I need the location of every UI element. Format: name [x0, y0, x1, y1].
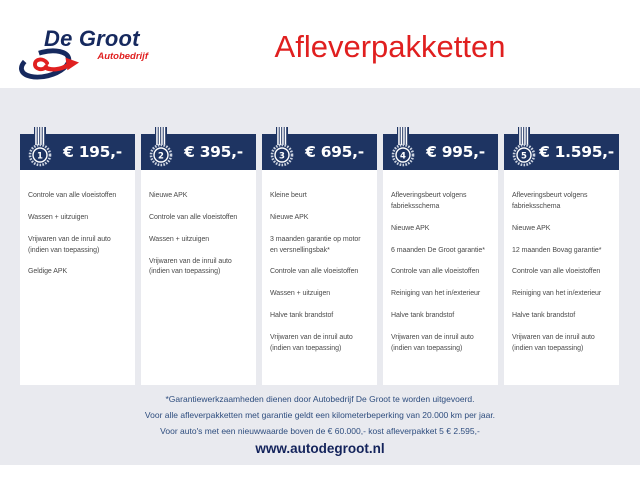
package-item: Nieuwe APK	[149, 192, 188, 199]
top-bar	[0, 0, 640, 88]
package-items	[141, 170, 256, 286]
package-item: Halve tank brandstof	[270, 312, 334, 320]
package-card	[383, 134, 498, 385]
package-item: Kleine beurt	[270, 192, 307, 199]
package-price: € 995,-	[426, 143, 485, 161]
package-item: 3 maanden garantie op motor en versnellingsbak*	[270, 235, 361, 254]
svg-text:3: 3	[279, 151, 285, 162]
package-items	[20, 170, 135, 286]
package-item: Reiniging van het in/exterieur	[391, 290, 481, 298]
package-item: Controle van alle vloeistoffen	[149, 213, 238, 221]
medal-icon	[389, 127, 417, 171]
package-item: Nieuwe APK	[391, 224, 430, 232]
package-card	[20, 134, 135, 385]
medal-icon	[26, 127, 54, 171]
brand-logo	[18, 24, 150, 82]
package-item: Afleveringsbeurt volgens fabrieksschema	[512, 192, 588, 210]
package-item: Reiniging van het in/exterieur	[512, 290, 602, 298]
medal-icon	[268, 127, 296, 171]
package-price: € 695,-	[305, 143, 364, 161]
package-price: € 395,-	[184, 143, 243, 161]
package-header	[262, 134, 377, 170]
package-item: Vrijwaren van de inruil auto (indien van toepassing)	[391, 333, 474, 352]
footnote-line: *Garantiewerkzaamheden dienen door Autobedrijf De Groot te worden uitgevoerd.	[165, 394, 475, 404]
package-price: € 1.595,-	[539, 143, 614, 161]
svg-text:5: 5	[521, 151, 527, 162]
package-item: Halve tank brandstof	[391, 312, 455, 320]
logo-name: De Groot	[44, 26, 140, 51]
package-item: Vrijwaren van de inruil auto (indien van toepassing)	[149, 257, 232, 276]
footnotes	[0, 391, 640, 439]
packages-row	[20, 134, 619, 385]
package-item: Controle van alle vloeistoffen	[270, 268, 359, 276]
package-item: Controle van alle vloeistoffen	[391, 268, 480, 276]
package-header	[141, 134, 256, 170]
package-item: Afleveringsbeurt volgens fabrieksschema	[391, 192, 467, 210]
page-title: Afleverpakketten	[274, 29, 506, 64]
svg-text:2: 2	[158, 151, 164, 162]
package-price: € 195,-	[63, 143, 122, 161]
package-header	[504, 134, 619, 170]
svg-text:1: 1	[37, 151, 43, 162]
package-item: Halve tank brandstof	[512, 312, 576, 320]
package-item: 12 maanden Bovag garantie*	[512, 246, 602, 254]
footnote-line: Voor alle afleverpakketten met garantie geldt een kilometerbeperking van 20.000 km per jaar.	[144, 410, 496, 420]
package-card	[504, 134, 619, 385]
package-items	[383, 170, 498, 363]
package-item: Wassen + uitzuigen	[28, 213, 89, 221]
logo-subtitle: Autobedrijf	[97, 51, 148, 62]
package-item: Controle van alle vloeistoffen	[28, 192, 117, 199]
package-item: Nieuwe APK	[512, 224, 551, 232]
package-item: Wassen + uitzuigen	[270, 290, 331, 298]
svg-text:4: 4	[400, 151, 406, 162]
package-item: 6 maanden De Groot garantie*	[391, 246, 485, 254]
package-items	[262, 170, 377, 363]
package-header	[383, 134, 498, 170]
package-card	[262, 134, 377, 385]
package-item: Geldige APK	[28, 268, 68, 276]
package-header	[20, 134, 135, 170]
package-item: Vrijwaren van de inruil auto (indien van toepassing)	[270, 333, 353, 352]
website-link[interactable]: www.autodegroot.nl	[255, 441, 385, 456]
medal-icon	[510, 127, 538, 171]
package-item: Nieuwe APK	[270, 213, 309, 221]
package-items	[504, 170, 619, 363]
package-item: Vrijwaren van de inruil auto (indien van toepassing)	[512, 333, 595, 352]
package-card	[141, 134, 256, 385]
footnote-line: Voor auto's met een nieuwwaarde boven de € 60.000,- kost afleverpakket 5 € 2.595,-	[160, 426, 480, 436]
package-item: Controle van alle vloeistoffen	[512, 268, 601, 276]
medal-icon	[147, 127, 175, 171]
package-item: Vrijwaren van de inruil auto (indien van toepassing)	[28, 235, 111, 254]
package-item: Wassen + uitzuigen	[149, 235, 210, 243]
